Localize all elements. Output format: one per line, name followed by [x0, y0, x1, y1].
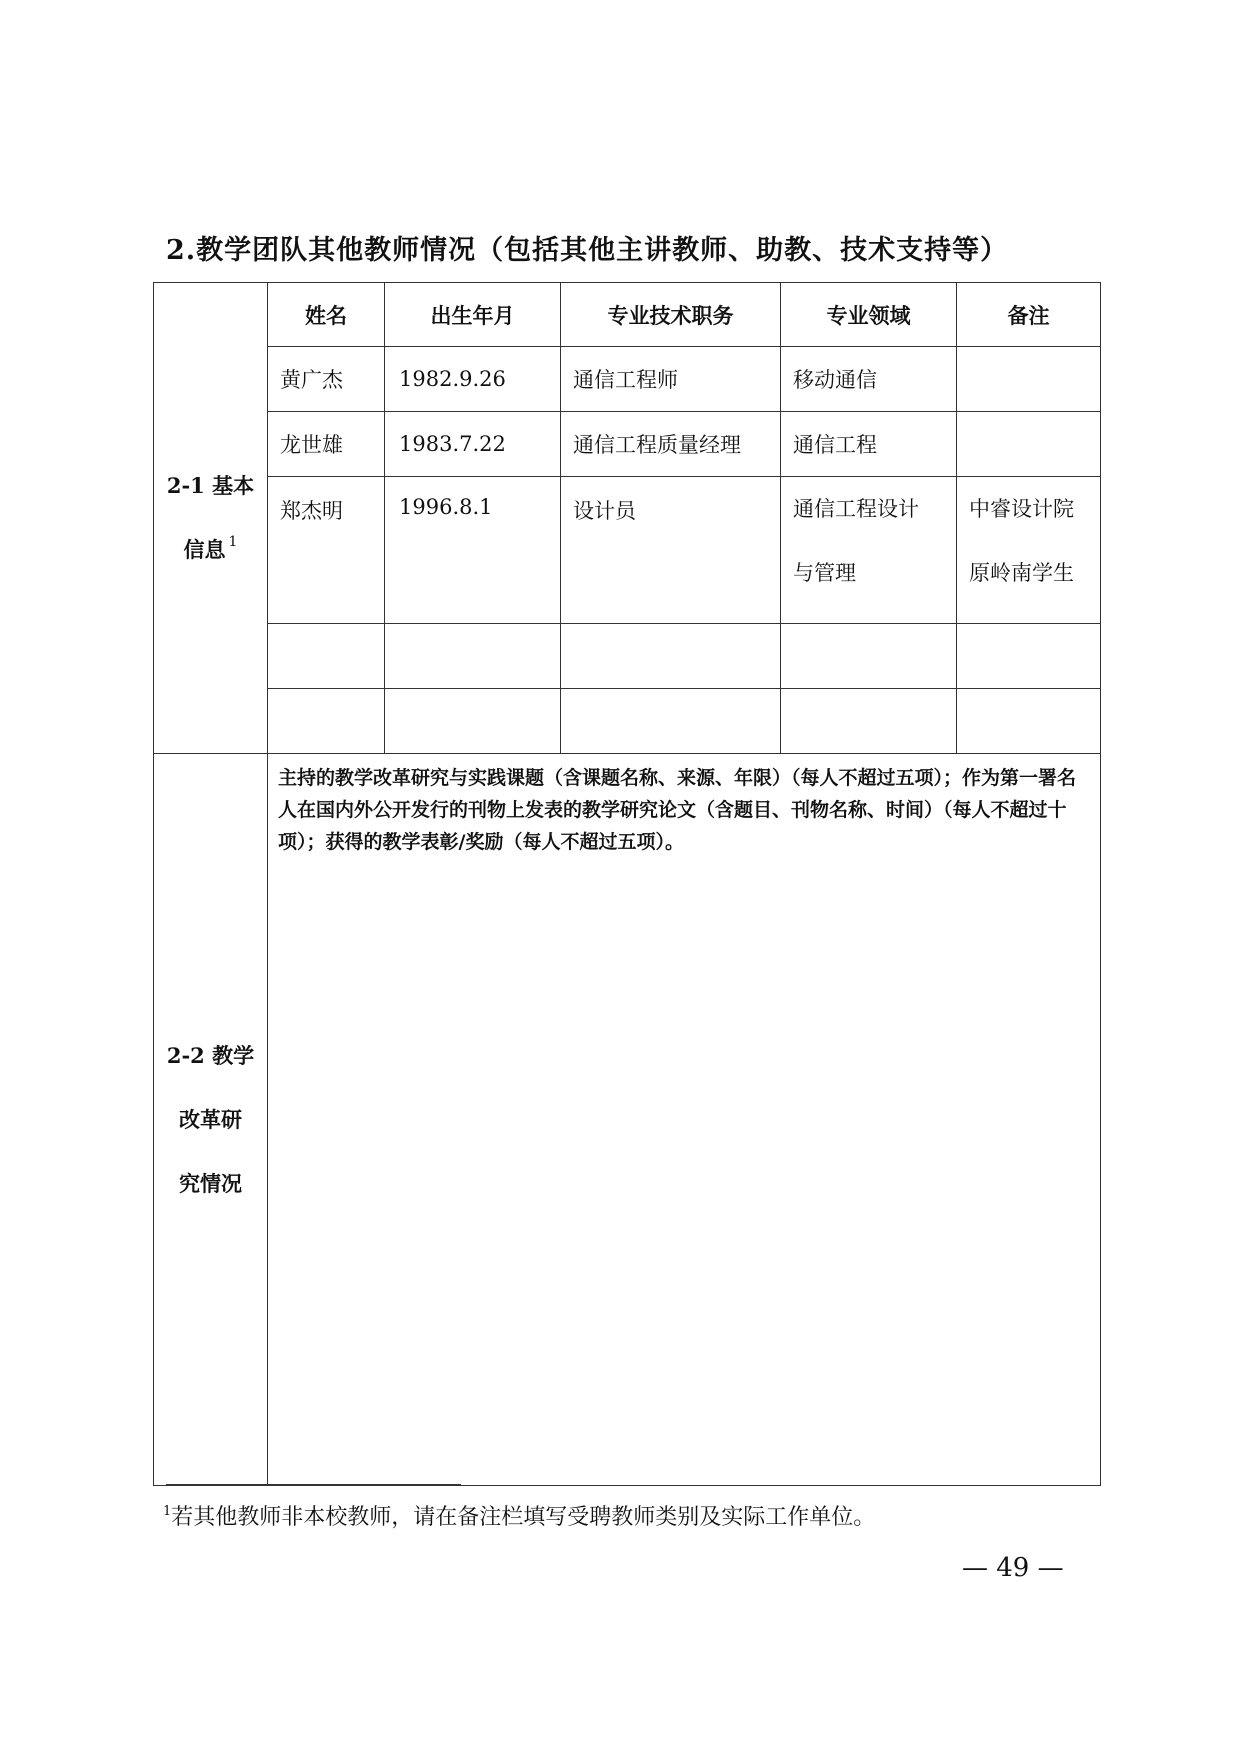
- name-cell: 龙世雄: [268, 412, 385, 477]
- teacher-info-table: [153, 282, 1101, 1486]
- field-cell: 通信工程: [781, 412, 957, 477]
- field-cell: [781, 689, 957, 754]
- field-cell: [781, 477, 957, 624]
- remark-cell: [957, 689, 1101, 754]
- header-field: 专业领域: [781, 283, 957, 347]
- birth-cell: 1982.9.26: [385, 347, 561, 412]
- birth-cell: 1996.8.1: [385, 477, 561, 624]
- name-cell: 黄广杰: [268, 347, 385, 412]
- name-cell: 郑杰明: [268, 477, 385, 624]
- name-cell: [268, 624, 385, 689]
- footnote-text: 若其他教师非本校教师，请在备注栏填写受聘教师类别及实际工作单位。: [171, 1505, 876, 1530]
- table-row: [154, 477, 1101, 624]
- remark-cell: [957, 477, 1101, 624]
- field-cell: 移动通信: [781, 347, 957, 412]
- reform-label-line3: 究情况: [179, 1170, 242, 1196]
- field-cell: [781, 624, 957, 689]
- title-cell: 通信工程质量经理: [561, 412, 781, 477]
- name-cell: [268, 689, 385, 754]
- remark-line2: 原岭南学生: [969, 561, 1074, 585]
- basic-info-label: [154, 283, 268, 754]
- header-remark: 备注: [957, 283, 1101, 347]
- title-cell: [561, 624, 781, 689]
- birth-cell: [385, 624, 561, 689]
- field-line2: 与管理: [793, 561, 856, 585]
- birth-cell: 1983.7.22: [385, 412, 561, 477]
- header-row: [154, 283, 1101, 347]
- footnote-number: 1: [163, 1504, 172, 1519]
- footnote-mark: 1: [228, 534, 238, 550]
- remark-cell: [957, 624, 1101, 689]
- reform-description: 主持的教学改革研究与实践课题（含课题名称、来源、年限）（每人不超过五项）；作为第一署名人在国内外公开发行的刊物上发表的教学研究论文（含题目、刊物名称、时间）（每人不超过十项）；获得的教学表彰/奖励（每人不超过五项）。: [278, 767, 1077, 853]
- reform-label-line1: 2-2 教学: [166, 1042, 255, 1068]
- reform-label: [154, 754, 268, 1486]
- table-row: [154, 624, 1101, 689]
- remark-cell: [957, 347, 1101, 412]
- basic-info-label-line1: 2-1 基本: [166, 473, 255, 498]
- remark-cell: [957, 412, 1101, 477]
- table-row: [154, 689, 1101, 754]
- section-title: 2.教学团队其他教师情况（包括其他主讲教师、助教、技术支持等）: [166, 235, 1009, 266]
- header-birth: 出生年月: [385, 283, 561, 347]
- header-title: 专业技术职务: [561, 283, 781, 347]
- table-row: [154, 347, 1101, 412]
- page-number: — 49 —: [962, 1553, 1064, 1583]
- footnote-divider: [166, 1484, 461, 1485]
- reform-row: [154, 754, 1101, 1486]
- basic-info-label-line2: 信息: [183, 537, 226, 562]
- reform-label-line2: 改革研: [179, 1106, 242, 1132]
- header-name: 姓名: [268, 283, 385, 347]
- remark-line1: 中睿设计院: [969, 497, 1074, 521]
- field-line1: 通信工程设计: [793, 497, 919, 521]
- title-cell: 通信工程师: [561, 347, 781, 412]
- footnote: [163, 1500, 875, 1531]
- birth-cell: [385, 689, 561, 754]
- reform-content: [268, 754, 1101, 1486]
- title-cell: 设计员: [561, 477, 781, 624]
- title-cell: [561, 689, 781, 754]
- table-row: [154, 412, 1101, 477]
